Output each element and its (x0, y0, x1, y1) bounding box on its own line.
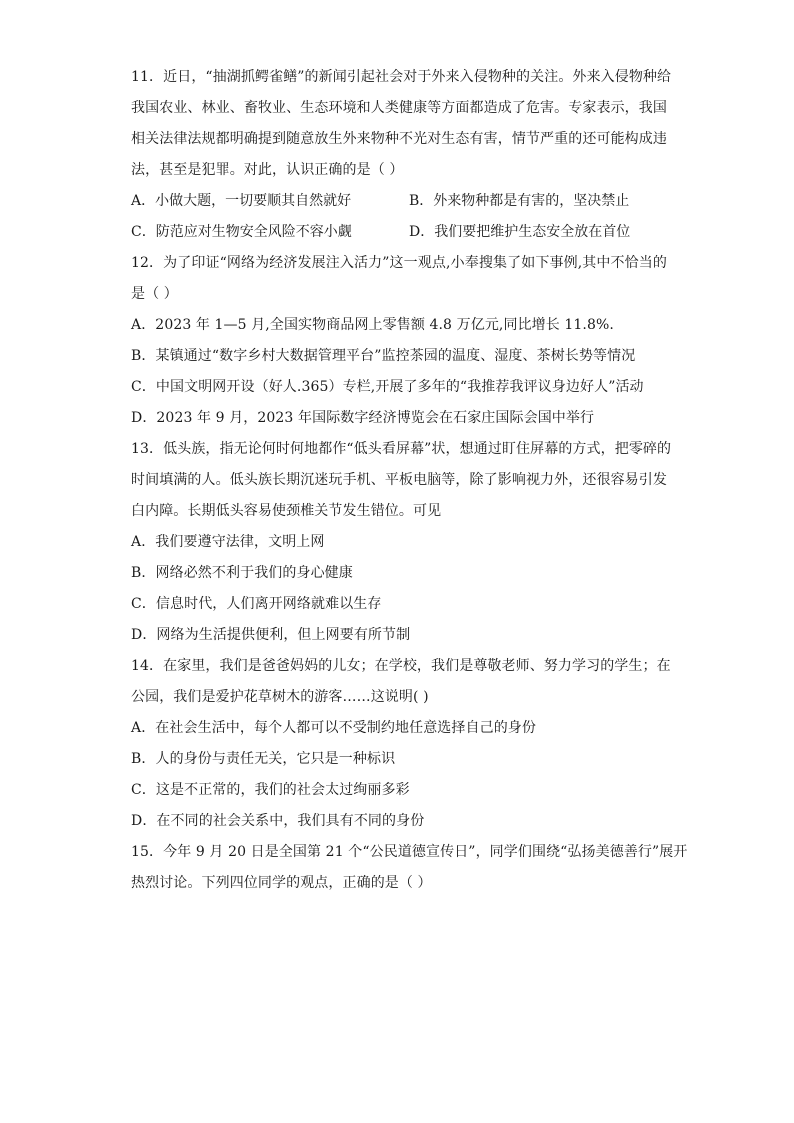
option-a: A．我们要遵守法律，文明上网 (131, 534, 325, 550)
option-d: D．我们要把维护生态安全放在首位 (409, 224, 631, 240)
question-stem-line: 时间填满的人。低头族长期沉迷玩手机、平板电脑等，除了影响视力外，还很容易引发 (131, 472, 667, 488)
question-stem-line: 我国农业、林业、畜牧业、生态环境和人类健康等方面都造成了危害。专家表示，我国 (131, 100, 667, 116)
question-14 (131, 651, 671, 837)
option-d: D．在不同的社会关系中，我们具有不同的身份 (131, 813, 425, 829)
question-13 (131, 434, 672, 651)
question-stem-line: 法，甚至是犯罪。对此，认识正确的是（ ） (131, 162, 404, 178)
question-stem-line: 12．为了印证“网络为经济发展注入活力”这一观点,小奉搜集了如下事例,其中不恰当的 (131, 255, 667, 271)
question-stem-line: 14．在家里，我们是爸爸妈妈的儿女；在学校，我们是尊敬老师、努力学习的学生；在 (131, 658, 671, 674)
option-b: B．网络必然不利于我们的身心健康 (131, 565, 353, 581)
option-c: C．防范应对生物安全风险不容小觑 (131, 224, 352, 240)
question-stem-line: 15．今年 9 月 20 日是全国第 21 个“公民道德宣传日”，同学们围绕“弘扬美德善行”展开 (131, 844, 688, 860)
question-stem-line: 是（ ） (131, 286, 178, 302)
question-stem-line: 公园，我们是爱护花草树木的游客……这说明( ) (131, 689, 429, 705)
question-stem-line: 白内障。长期低头容易使颈椎关节发生错位。可见 (131, 503, 442, 519)
option-c: C．信息时代，人们离开网络就难以生存 (131, 596, 382, 612)
question-stem-line: 热烈讨论。下列四位同学的观点，正确的是（ ） (131, 875, 432, 891)
question-11 (131, 62, 672, 248)
question-stem-line: 相关法律法规都明确提到随意放生外来物种不光对生态有害，情节严重的还可能构成违 (131, 131, 667, 147)
option-d: D．网络为生活提供便利，但上网要有所节制 (131, 627, 411, 643)
option-a: A．在社会生活中，每个人都可以不受制约地任意选择自己的身份 (131, 720, 537, 736)
option-row (131, 217, 667, 248)
question-12 (131, 248, 667, 434)
option-b: B．人的身份与责任无关，它只是一种标识 (131, 751, 396, 767)
option-a: A．小做大题，一切要顺其自然就好 (131, 193, 352, 209)
option-b: B．某镇通过“数字乡村大数据管理平台”监控茶园的温度、湿度、茶树长势等情况 (131, 348, 636, 364)
option-c: C．这是不正常的，我们的社会太过绚丽多彩 (131, 782, 410, 798)
question-stem-line: 13．低头族，指无论何时何地都作“低头看屏幕”状，想通过盯住屏幕的方式，把零碎的 (131, 441, 672, 457)
option-row (131, 186, 667, 217)
exam-page (131, 62, 688, 899)
option-b: B．外来物种都是有害的，坚决禁止 (409, 193, 630, 209)
option-d: D．2023 年 9 月，2023 年国际数字经济博览会在石家庄国际会国中举行 (131, 410, 595, 426)
option-c: C．中国文明网开设（好人.365）专栏,开展了多年的“我推荐我评议身边好人”活动 (131, 379, 644, 395)
option-a: A．2023 年 1—5 月,全国实物商品网上零售额 4.8 万亿元,同比增长 11.8%. (131, 317, 614, 333)
question-15 (131, 837, 688, 899)
question-stem-line: 11．近日，“抽湖抓鳄雀鳝”的新闻引起社会对于外来入侵物种的关注。外来入侵物种给 (131, 69, 672, 85)
